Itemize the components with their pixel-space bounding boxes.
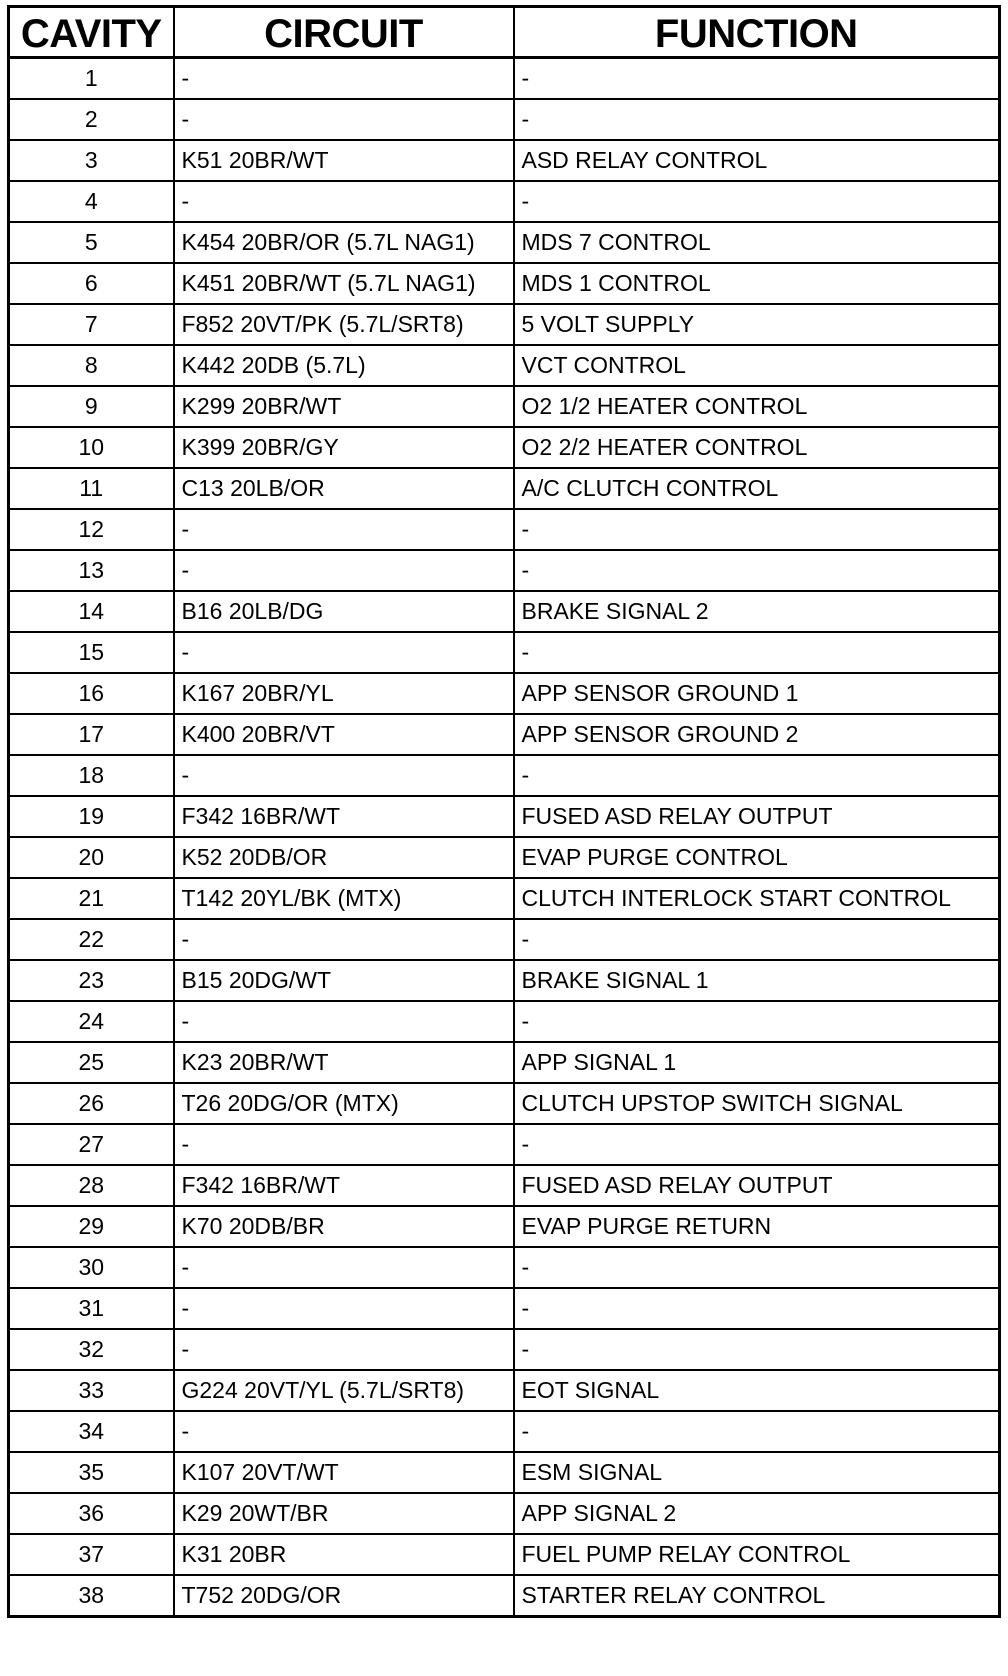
table-row: [9, 796, 1000, 837]
function-cell: O2 1/2 HEATER CONTROL: [514, 386, 1000, 427]
function-cell: -: [514, 755, 1000, 796]
header-circuit: CIRCUIT: [174, 7, 514, 58]
circuit-cell: K442 20DB (5.7L): [174, 345, 514, 386]
circuit-cell: -: [174, 99, 514, 140]
table-row: [9, 632, 1000, 673]
table-row: [9, 58, 1000, 100]
table-row: [9, 99, 1000, 140]
function-cell: APP SIGNAL 1: [514, 1042, 1000, 1083]
cavity-cell: 16: [9, 673, 174, 714]
cavity-cell: 18: [9, 755, 174, 796]
cavity-cell: 34: [9, 1411, 174, 1452]
function-cell: EVAP PURGE RETURN: [514, 1206, 1000, 1247]
table-row: [9, 1370, 1000, 1411]
function-cell: -: [514, 181, 1000, 222]
function-cell: -: [514, 1329, 1000, 1370]
circuit-cell: K29 20WT/BR: [174, 1493, 514, 1534]
function-cell: -: [514, 58, 1000, 100]
function-cell: 5 VOLT SUPPLY: [514, 304, 1000, 345]
cavity-cell: 32: [9, 1329, 174, 1370]
cavity-cell: 22: [9, 919, 174, 960]
circuit-cell: K51 20BR/WT: [174, 140, 514, 181]
circuit-cell: K52 20DB/OR: [174, 837, 514, 878]
circuit-cell: K23 20BR/WT: [174, 1042, 514, 1083]
circuit-cell: C13 20LB/OR: [174, 468, 514, 509]
circuit-cell: -: [174, 1288, 514, 1329]
cavity-cell: 19: [9, 796, 174, 837]
circuit-cell: K107 20VT/WT: [174, 1452, 514, 1493]
cavity-cell: 25: [9, 1042, 174, 1083]
cavity-cell: 27: [9, 1124, 174, 1165]
function-cell: CLUTCH INTERLOCK START CONTROL: [514, 878, 1000, 919]
cavity-cell: 17: [9, 714, 174, 755]
table-header: [9, 7, 1000, 58]
table-row: [9, 1411, 1000, 1452]
circuit-cell: -: [174, 1001, 514, 1042]
circuit-cell: -: [174, 1411, 514, 1452]
table-row: [9, 263, 1000, 304]
function-cell: -: [514, 1247, 1000, 1288]
cavity-cell: 9: [9, 386, 174, 427]
connector-pinout-table: [7, 5, 1001, 1618]
function-cell: O2 2/2 HEATER CONTROL: [514, 427, 1000, 468]
function-cell: FUSED ASD RELAY OUTPUT: [514, 1165, 1000, 1206]
circuit-cell: K70 20DB/BR: [174, 1206, 514, 1247]
table-row: [9, 181, 1000, 222]
function-cell: -: [514, 632, 1000, 673]
cavity-cell: 5: [9, 222, 174, 263]
cavity-cell: 8: [9, 345, 174, 386]
function-cell: APP SENSOR GROUND 2: [514, 714, 1000, 755]
function-cell: BRAKE SIGNAL 2: [514, 591, 1000, 632]
table-row: [9, 1042, 1000, 1083]
cavity-cell: 26: [9, 1083, 174, 1124]
function-cell: A/C CLUTCH CONTROL: [514, 468, 1000, 509]
cavity-cell: 33: [9, 1370, 174, 1411]
header-function: FUNCTION: [514, 7, 1000, 58]
table-row: [9, 1288, 1000, 1329]
circuit-cell: F342 16BR/WT: [174, 1165, 514, 1206]
table-row: [9, 140, 1000, 181]
table-row: [9, 1001, 1000, 1042]
function-cell: VCT CONTROL: [514, 345, 1000, 386]
table-row: [9, 1165, 1000, 1206]
cavity-cell: 29: [9, 1206, 174, 1247]
table-row: [9, 550, 1000, 591]
circuit-cell: K167 20BR/YL: [174, 673, 514, 714]
table-row: [9, 755, 1000, 796]
function-cell: -: [514, 99, 1000, 140]
function-cell: -: [514, 1124, 1000, 1165]
cavity-cell: 4: [9, 181, 174, 222]
circuit-cell: T26 20DG/OR (MTX): [174, 1083, 514, 1124]
circuit-cell: T142 20YL/BK (MTX): [174, 878, 514, 919]
table-row: [9, 222, 1000, 263]
circuit-cell: F852 20VT/PK (5.7L/SRT8): [174, 304, 514, 345]
cavity-cell: 1: [9, 58, 174, 100]
table-row: [9, 919, 1000, 960]
cavity-cell: 28: [9, 1165, 174, 1206]
table-row: [9, 1247, 1000, 1288]
circuit-cell: -: [174, 1247, 514, 1288]
table-row: [9, 1534, 1000, 1575]
cavity-cell: 3: [9, 140, 174, 181]
circuit-cell: K399 20BR/GY: [174, 427, 514, 468]
circuit-cell: -: [174, 1124, 514, 1165]
table-row: [9, 1575, 1000, 1617]
function-cell: CLUTCH UPSTOP SWITCH SIGNAL: [514, 1083, 1000, 1124]
table-row: [9, 1493, 1000, 1534]
cavity-cell: 12: [9, 509, 174, 550]
function-cell: -: [514, 1288, 1000, 1329]
cavity-cell: 13: [9, 550, 174, 591]
function-cell: -: [514, 1411, 1000, 1452]
table-row: [9, 427, 1000, 468]
circuit-cell: -: [174, 755, 514, 796]
circuit-cell: B16 20LB/DG: [174, 591, 514, 632]
function-cell: -: [514, 919, 1000, 960]
function-cell: STARTER RELAY CONTROL: [514, 1575, 1000, 1617]
circuit-cell: B15 20DG/WT: [174, 960, 514, 1001]
circuit-cell: -: [174, 550, 514, 591]
cavity-cell: 31: [9, 1288, 174, 1329]
table-row: [9, 837, 1000, 878]
table-row: [9, 878, 1000, 919]
cavity-cell: 14: [9, 591, 174, 632]
table-body: [9, 58, 1000, 1617]
function-cell: FUEL PUMP RELAY CONTROL: [514, 1534, 1000, 1575]
cavity-cell: 2: [9, 99, 174, 140]
table-row: [9, 386, 1000, 427]
cavity-cell: 37: [9, 1534, 174, 1575]
function-cell: -: [514, 509, 1000, 550]
function-cell: BRAKE SIGNAL 1: [514, 960, 1000, 1001]
function-cell: EOT SIGNAL: [514, 1370, 1000, 1411]
table-row: [9, 1124, 1000, 1165]
circuit-cell: -: [174, 632, 514, 673]
circuit-cell: T752 20DG/OR: [174, 1575, 514, 1617]
function-cell: -: [514, 550, 1000, 591]
circuit-cell: -: [174, 919, 514, 960]
table-row: [9, 1329, 1000, 1370]
cavity-cell: 24: [9, 1001, 174, 1042]
function-cell: MDS 1 CONTROL: [514, 263, 1000, 304]
table-row: [9, 673, 1000, 714]
table-row: [9, 960, 1000, 1001]
function-cell: EVAP PURGE CONTROL: [514, 837, 1000, 878]
cavity-cell: 30: [9, 1247, 174, 1288]
table-row: [9, 1083, 1000, 1124]
cavity-cell: 10: [9, 427, 174, 468]
table-row: [9, 591, 1000, 632]
cavity-cell: 7: [9, 304, 174, 345]
circuit-cell: -: [174, 58, 514, 100]
header-cavity: CAVITY: [9, 7, 174, 58]
cavity-cell: 21: [9, 878, 174, 919]
cavity-cell: 35: [9, 1452, 174, 1493]
table-row: [9, 1452, 1000, 1493]
circuit-cell: -: [174, 1329, 514, 1370]
function-cell: APP SENSOR GROUND 1: [514, 673, 1000, 714]
cavity-cell: 11: [9, 468, 174, 509]
table-row: [9, 304, 1000, 345]
circuit-cell: -: [174, 181, 514, 222]
function-cell: ESM SIGNAL: [514, 1452, 1000, 1493]
circuit-cell: K454 20BR/OR (5.7L NAG1): [174, 222, 514, 263]
table-row: [9, 345, 1000, 386]
function-cell: MDS 7 CONTROL: [514, 222, 1000, 263]
circuit-cell: F342 16BR/WT: [174, 796, 514, 837]
table-row: [9, 714, 1000, 755]
table-row: [9, 468, 1000, 509]
circuit-cell: K400 20BR/VT: [174, 714, 514, 755]
table-row: [9, 1206, 1000, 1247]
function-cell: -: [514, 1001, 1000, 1042]
cavity-cell: 36: [9, 1493, 174, 1534]
function-cell: ASD RELAY CONTROL: [514, 140, 1000, 181]
function-cell: FUSED ASD RELAY OUTPUT: [514, 796, 1000, 837]
circuit-cell: K451 20BR/WT (5.7L NAG1): [174, 263, 514, 304]
cavity-cell: 15: [9, 632, 174, 673]
cavity-cell: 6: [9, 263, 174, 304]
header-row: [9, 7, 1000, 58]
circuit-cell: G224 20VT/YL (5.7L/SRT8): [174, 1370, 514, 1411]
table-row: [9, 509, 1000, 550]
circuit-cell: K31 20BR: [174, 1534, 514, 1575]
function-cell: APP SIGNAL 2: [514, 1493, 1000, 1534]
cavity-cell: 23: [9, 960, 174, 1001]
cavity-cell: 38: [9, 1575, 174, 1617]
cavity-cell: 20: [9, 837, 174, 878]
circuit-cell: K299 20BR/WT: [174, 386, 514, 427]
circuit-cell: -: [174, 509, 514, 550]
